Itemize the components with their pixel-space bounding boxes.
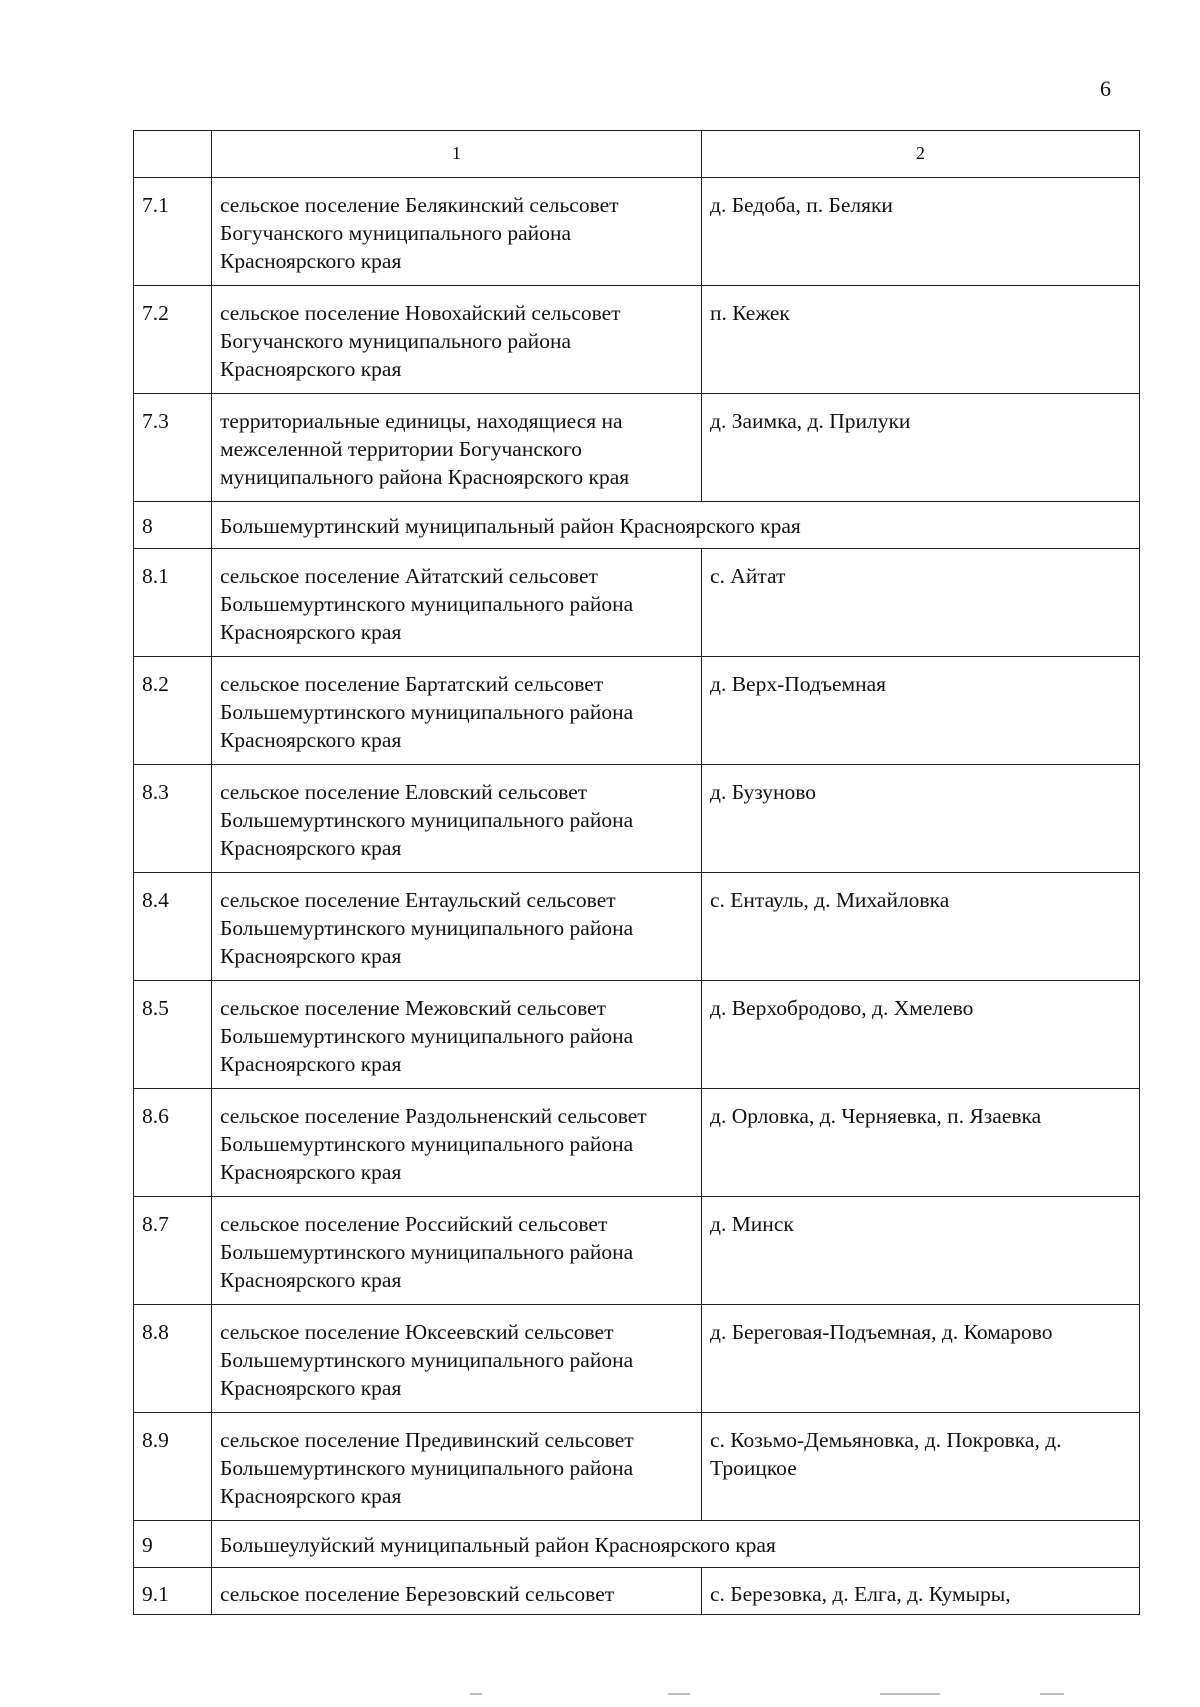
row-number: 7.1 — [134, 178, 212, 286]
scan-mark — [470, 1693, 482, 1695]
settlements-table — [133, 130, 1140, 1615]
table-row — [134, 394, 1140, 502]
row-number: 8.1 — [134, 549, 212, 657]
row-number: 8.8 — [134, 1305, 212, 1413]
localities: д. Верхобродово, д. Хмелево — [702, 981, 1140, 1089]
group-title: Большеулуйский муниципальный район Красноярского края — [212, 1521, 1140, 1568]
localities: с. Ентауль, д. Михайловка — [702, 873, 1140, 981]
table-row — [134, 549, 1140, 657]
table-row — [134, 286, 1140, 394]
settlement-name: сельское поселение Предивинский сельсовет Большемуртинского муниципального района Красноярского края — [212, 1413, 702, 1521]
settlement-name: сельское поселение Межовский сельсовет Большемуртинского муниципального района Красноярского края — [212, 981, 702, 1089]
localities: с. Айтат — [702, 549, 1140, 657]
settlement-name: территориальные единицы, находящиеся на межселенной территории Богучанского муниципального района Красноярского края — [212, 394, 702, 502]
table-row — [134, 765, 1140, 873]
scan-artifacts — [0, 1693, 1200, 1699]
localities: д. Бедоба, п. Беляки — [702, 178, 1140, 286]
settlement-name: сельское поселение Еловский сельсовет Большемуртинского муниципального района Красноярского края — [212, 765, 702, 873]
header-cell-1: 1 — [212, 131, 702, 178]
settlement-name: сельское поселение Новохайский сельсовет Богучанского муниципального района Красноярского края — [212, 286, 702, 394]
row-number: 8.3 — [134, 765, 212, 873]
scan-mark — [1040, 1693, 1064, 1695]
table-row — [134, 1568, 1140, 1615]
group-title: Большемуртинский муниципальный район Красноярского края — [212, 502, 1140, 549]
row-number: 8.2 — [134, 657, 212, 765]
table-row — [134, 657, 1140, 765]
table-row — [134, 1197, 1140, 1305]
table-row — [134, 178, 1140, 286]
group-number: 9 — [134, 1521, 212, 1568]
table-body — [134, 131, 1140, 1615]
row-number: 8.5 — [134, 981, 212, 1089]
group-row — [134, 1521, 1140, 1568]
row-number: 8.9 — [134, 1413, 212, 1521]
localities: с. Козьмо-Демьяновка, д. Покровка, д. Троицкое — [702, 1413, 1140, 1521]
row-number: 7.2 — [134, 286, 212, 394]
localities: д. Орловка, д. Черняевка, п. Язаевка — [702, 1089, 1140, 1197]
settlement-name: сельское поселение Ентаульский сельсовет Большемуртинского муниципального района Красноярского края — [212, 873, 702, 981]
header-cell-index — [134, 131, 212, 178]
table-row — [134, 981, 1140, 1089]
settlement-name: сельское поселение Бартатский сельсовет Большемуртинского муниципального района Красноярского края — [212, 657, 702, 765]
row-number: 9.1 — [134, 1568, 212, 1615]
scan-mark — [880, 1693, 940, 1695]
table-row — [134, 1089, 1140, 1197]
localities: п. Кежек — [702, 286, 1140, 394]
group-row — [134, 502, 1140, 549]
row-number: 8.6 — [134, 1089, 212, 1197]
row-number: 7.3 — [134, 394, 212, 502]
page-number: 6 — [1100, 76, 1111, 101]
row-number: 8.7 — [134, 1197, 212, 1305]
localities: с. Березовка, д. Елга, д. Кумыры, — [702, 1568, 1140, 1615]
group-number: 8 — [134, 502, 212, 549]
settlement-name: сельское поселение Айтатский сельсовет Большемуртинского муниципального района Красноярского края — [212, 549, 702, 657]
settlement-name: сельское поселение Российский сельсовет Большемуртинского муниципального района Красноярского края — [212, 1197, 702, 1305]
header-cell-2: 2 — [702, 131, 1140, 178]
settlement-name: сельское поселение Раздольненский сельсовет Большемуртинского муниципального района Красноярского края — [212, 1089, 702, 1197]
table-header-row — [134, 131, 1140, 178]
table-row — [134, 1305, 1140, 1413]
table-row — [134, 873, 1140, 981]
localities: д. Минск — [702, 1197, 1140, 1305]
localities: д. Верх-Подъемная — [702, 657, 1140, 765]
settlement-name: сельское поселение Белякинский сельсовет Богучанского муниципального района Красноярского края — [212, 178, 702, 286]
settlement-name: сельское поселение Юксеевский сельсовет Большемуртинского муниципального района Красноярского края — [212, 1305, 702, 1413]
localities: д. Бузуново — [702, 765, 1140, 873]
table-row — [134, 1413, 1140, 1521]
scan-mark — [668, 1693, 690, 1695]
row-number: 8.4 — [134, 873, 212, 981]
settlement-name: сельское поселение Березовский сельсовет — [212, 1568, 702, 1615]
localities: д. Береговая-Подъемная, д. Комарово — [702, 1305, 1140, 1413]
localities: д. Заимка, д. Прилуки — [702, 394, 1140, 502]
